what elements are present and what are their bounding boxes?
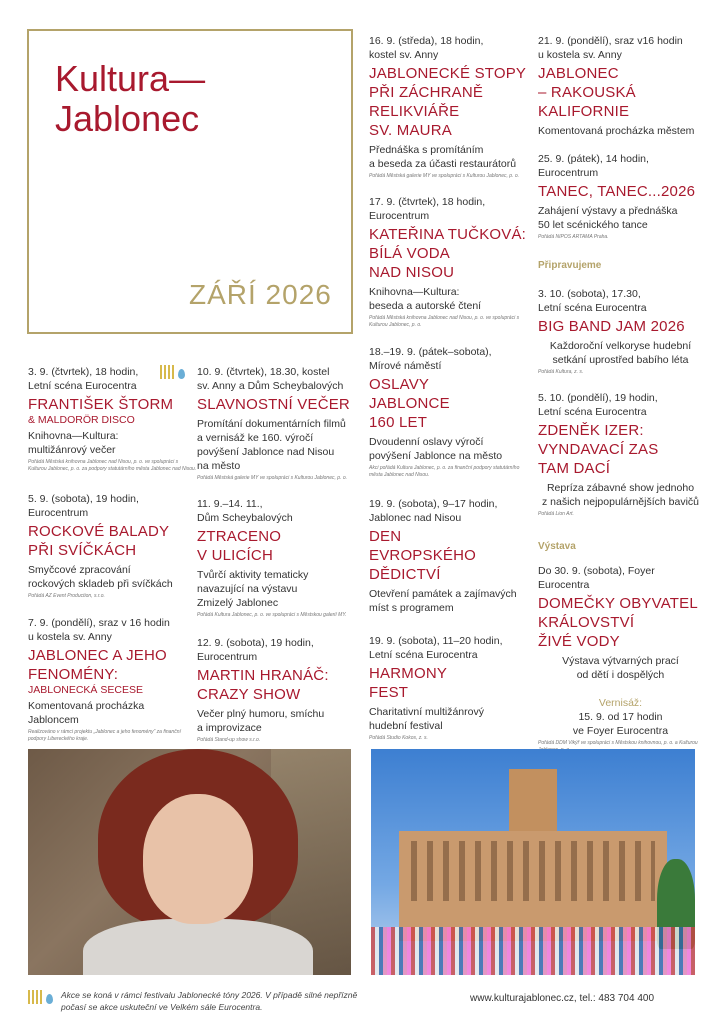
event-martin-hranac — [197, 636, 357, 744]
event-tanec-tanec — [538, 152, 703, 241]
event-title: ZDENĚK IZER: VYNDAVACÍ ZAS TAM DACÍ — [538, 422, 659, 477]
event-desc: Výstava výtvarných prací od dětí i dospělých — [562, 655, 679, 681]
event-den-evropskeho-dedictvi — [369, 497, 534, 615]
vernissage-label: Vernisáž: — [598, 697, 643, 709]
event-desc: Komentovaná procházka Jabloncem — [28, 700, 145, 726]
event-note: Pořádá Stand-up show s.r.o. — [197, 737, 261, 743]
event-meta: 10. 9. (čtvrtek), 18.30, kostel sv. Anny a Dům Scheybalových — [197, 366, 344, 392]
event-desc: Charitativní multižánrový hudební festival — [369, 706, 484, 732]
footer-contact[interactable]: www.kulturajablonec.cz, tel.: 483 704 400 — [470, 993, 654, 1004]
event-note: Pořádá Městská knihovna Jablonec nad Nisou, p. o. ve spolupráci s Kulturou Jablonec, p. o. za podpory statutárního města Jablonec nad Nisou. — [28, 459, 197, 472]
event-jablonec-fenomeny — [28, 616, 198, 743]
event-desc: Dvoudenní oslavy výročí povýšení Jablonce na město — [369, 436, 503, 462]
event-note: Pořádá AZ Event Production, s.r.o. — [28, 593, 105, 599]
event-meta: 18.–19. 9. (pátek–sobota), Mírové náměstí — [369, 346, 492, 372]
event-meta: 5. 10. (pondělí), 19 hodin, Letní scéna Eurocentra — [538, 392, 658, 418]
event-title: JABLONEC – RAKOUSKÁ KALIFORNIE — [538, 65, 636, 120]
event-rakouska-kalifornie — [538, 34, 703, 138]
event-note: Pořádá Lion Art. — [538, 511, 574, 517]
event-meta: Do 30. 9. (sobota), Foyer Eurocentra — [538, 565, 655, 591]
water-drop-icon — [46, 994, 53, 1004]
event-title: DEN EVROPSKÉHO DĚDICTVÍ — [369, 528, 477, 583]
portrait-photo — [28, 749, 351, 975]
event-frantisek-storm — [28, 365, 198, 473]
vernissage-text: 15. 9. od 17 hodin ve Foyer Eurocentra — [572, 711, 669, 737]
event-note: Pořádá DDM Vikýř ve spolupráci s Městskou knihovnou, p. o. a Kulturou — [538, 740, 698, 746]
footer-note: Akce se koná v rámci festivalu Jablonecké tóny 2026. V případě silné nepřízně počasí se akce uskuteční ve Velkém sále Eurocentra. — [61, 990, 358, 1012]
vernissage — [538, 682, 703, 738]
event-note: Pořádá Kultura, z. s. — [538, 369, 584, 375]
event-desc: Zahájení výstavy a přednáška 50 let scénického tance — [538, 205, 678, 231]
event-meta: 3. 10. (sobota), 17.30, Letní scéna Eurocentra — [538, 288, 647, 314]
event-domecky-obyvatel — [538, 564, 703, 754]
event-note: Pořádá Městská galerie MY ve spolupráci s Kulturou Jablonec, p. o. — [369, 173, 519, 179]
event-desc: Promítání dokumentárních filmů a vernisáž ke 160. výročí povýšení Jablonce nad Nisou na město — [197, 418, 346, 472]
event-desc: Smyčcové zpracování rockových skladeb při svíčkách — [28, 564, 173, 590]
event-meta: 17. 9. (čtvrtek), 18 hodin, Eurocentrum — [369, 196, 486, 222]
event-meta: 21. 9. (pondělí), sraz v16 hodin u kostela sv. Anny — [538, 35, 683, 61]
event-meta: 3. 9. (čtvrtek), 18 hodin, Letní scéna Eurocentra — [28, 366, 139, 392]
event-title: TANEC, TANEC...2026 — [538, 183, 696, 200]
event-harmony-fest — [369, 634, 534, 742]
event-big-band-jam — [538, 287, 703, 376]
event-jablonecke-stopy — [369, 34, 534, 180]
event-note: Pořádá NIPOS ARTAMA Praha. — [538, 234, 609, 240]
event-desc: Knihovna—Kultura: multižánrový večer — [28, 430, 119, 456]
event-note: Pořádá Kultura Jablonec, p. o. ve spolupráci s Městskou galerií MY. — [197, 612, 347, 618]
event-title: SLAVNOSTNÍ VEČER — [197, 396, 350, 413]
event-desc: Tvůrčí aktivity tematicky navazující na výstavu Zmizelý Jablonec — [197, 569, 309, 609]
event-title: BIG BAND JAM 2026 — [538, 318, 685, 335]
event-desc: Komentovaná procházka městem — [538, 125, 695, 137]
festival-bars-icon — [28, 990, 53, 1004]
event-note: Realizováno v rámci projektu „Jablonec a jeho fenomény“ za finanční podpory Libereckého kraje. — [28, 729, 181, 742]
event-title: MARTIN HRANÁČ: CRAZY SHOW — [197, 667, 329, 703]
event-subtitle: JABLONECKÁ SECESE — [28, 684, 143, 696]
event-note: Pořádá Studio Kokos, z. s. — [369, 735, 428, 741]
event-title: JABLONEC A JEHO FENOMÉNY: — [28, 647, 167, 683]
event-meta: 5. 9. (sobota), 19 hodin, Eurocentrum — [28, 493, 139, 519]
town-hall-photo — [371, 749, 695, 975]
event-desc: Večer plný humoru, smíchu a improvizace — [197, 708, 325, 734]
event-note: Pořádá Městská galerie MY ve spolupráci s Kulturou Jablonec, p. o. — [197, 475, 347, 481]
event-meta: 12. 9. (sobota), 19 hodin, Eurocentrum — [197, 637, 314, 663]
event-title: ZTRACENO V ULICÍCH — [197, 528, 282, 564]
event-subtitle: & MALDORÖR DISCO — [28, 414, 135, 426]
event-desc: Otevření památek a zajímavých míst s programem — [369, 588, 517, 614]
section-preparing: Připravujeme — [538, 260, 602, 271]
event-desc: Přednáška s promítáním a beseda za účasti restaurátorů — [369, 144, 517, 170]
page-title: Kultura— Jablonec — [55, 58, 206, 139]
event-rockove-balady — [28, 492, 198, 600]
event-meta: 16. 9. (středa), 18 hodin, kostel sv. Anny — [369, 35, 484, 61]
event-oslavy-jablonce — [369, 345, 534, 479]
event-note: Pořádá Městská knihovna Jablonec nad Nisou, p. o. ve spolupráci s Kulturou Jablonec, p. o. — [369, 315, 520, 328]
event-desc: Knihovna—Kultura: beseda a autorské čtení — [369, 286, 482, 312]
event-meta: 19. 9. (sobota), 11–20 hodin, Letní scéna Eurocentra — [369, 635, 503, 661]
event-title: KATEŘINA TUČKOVÁ: BÍLÁ VODA NAD NISOU — [369, 226, 527, 281]
event-zdenek-izer — [538, 391, 703, 518]
section-exhibition: Výstava — [538, 541, 576, 552]
event-ztraceno-v-ulicich — [197, 497, 357, 619]
event-katerina-tuckova — [369, 195, 534, 329]
event-title: ROCKOVÉ BALADY PŘI SVÍČKÁCH — [28, 523, 170, 559]
event-title: OSLAVY JABLONCE 160 LET — [369, 376, 450, 431]
event-meta: 19. 9. (sobota), 9–17 hodin, Jablonec nad Nisou — [369, 498, 498, 524]
event-desc: Repríza zábavné show jednoho z našich nejpopulárnějších bavičů — [541, 482, 699, 508]
event-title: DOMEČKY OBYVATEL KRÁLOVSTVÍ ŽIVÉ VODY — [538, 595, 698, 650]
event-meta: 7. 9. (pondělí), sraz v 16 hodin u kostela sv. Anny — [28, 617, 170, 643]
event-title: JABLONECKÉ STOPY PŘI ZÁCHRANĚ RELIKVIÁŘE SV. MAURA — [369, 65, 527, 139]
event-slavnostni-vecer — [197, 365, 357, 482]
event-title: FRANTIŠEK ŠTORM — [28, 396, 174, 413]
event-note: Akci pořádá Kultura Jablonec, p. o. za finanční podpory statutárního města Jablonec nad Nisou. — [369, 465, 520, 478]
title-box — [27, 29, 353, 334]
event-meta: 25. 9. (pátek), 14 hodin, Eurocentrum — [538, 153, 649, 179]
event-meta: 11. 9.–14. 11., Dům Scheybalových — [197, 498, 293, 524]
event-desc: Každoroční velkoryse hudební setkání uprostřed babího léta — [549, 340, 692, 366]
month-label: ZÁŘÍ 2026 — [189, 279, 332, 310]
event-title: HARMONY FEST — [369, 665, 448, 701]
